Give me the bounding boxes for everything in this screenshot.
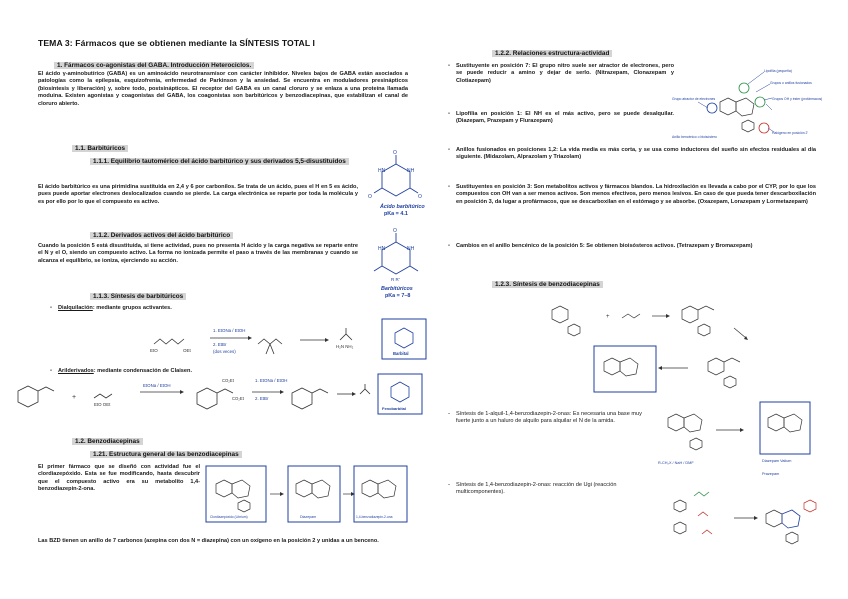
claisen-reaction <box>12 372 426 422</box>
document-title: TEMA 3: Fármacos que se obtienen mediante la SÍNTESIS TOTAL I <box>38 38 316 48</box>
alkylation-scheme <box>656 400 826 480</box>
bzd-label-1: Clordiazepóxido (Librium) <box>210 515 248 519</box>
bzd-structures <box>204 464 409 528</box>
svg-text:R R': R R' <box>391 277 400 282</box>
sar-label-2: Grupos o anillos fusionados <box>770 81 812 85</box>
estructura-paragraph: El primer fármaco que se diseñó con actividad fue el clordiazepóxido. Esta se fue modificando, hasta descubrir que el compuesto activo era su metabolito 1,4-benzodiazepin-2-ona. <box>38 464 200 493</box>
svg-text:HN: HN <box>378 168 386 174</box>
heading-sintesis-bzd: 1.2.3. Síntesis de benzodiacepinas <box>492 281 603 288</box>
sar-item-2: - Lipofilia en posición 1: El NH es el más activo, pero se puede desalquilar. (Diazepam, Prazepam y Flurazepam) <box>448 111 674 125</box>
rx1-step1: 1. EtONa / EtOH <box>213 328 246 333</box>
rx2-step1: EtONa / EtOH <box>143 383 171 388</box>
sar-item-4: - Sustituyentes en posición 3: Son metabolitos activos y fármacos blandos. La hidroxilación es llevada a cabo por el CYP, por lo que los compuestos con OH van a ser menos activos. Son menos efectivos, pero menos lesivos. En caso de que pueda tener descarboxilación en posición 3, da lugar a profármacos, que se descarboxilan en el estómago y se absorbe. (Oxazepam, Lorazepam y Lormetazepam) <box>448 184 816 205</box>
svg-text:O: O <box>418 194 422 200</box>
sar-item-1: - Sustituyente en posición 7: El grupo nitro suele ser atractor de electrones, pero se puede reducir a amino y dejar de serlo. (Nitrazepam, Clonazepam y Clotiazepam) <box>448 63 674 84</box>
sar-item-5: - Cambios en el anillo bencénico de la posición 5: Se obtienen bioisósteros activos. (Tetrazepam y Bromazepam) <box>448 243 753 249</box>
barbiturates-structure <box>366 228 426 300</box>
svg-text:+: + <box>72 394 77 401</box>
bzd-synthesis-scheme <box>540 292 770 398</box>
dialquilacion-reaction <box>150 316 430 364</box>
svg-text:HN: HN <box>378 246 386 252</box>
sar-diagram <box>672 62 822 148</box>
sar-label-6: Halógeno en posición 2' <box>772 131 809 135</box>
rx2-product-label: Fenobarbital <box>382 406 407 411</box>
heading-benzodiacepinas: 1.2. Benzodiacepinas <box>72 438 143 445</box>
sar-label-4: Grupo atractor de electrones <box>672 97 716 101</box>
barbiturates-label: Barbitúricos <box>381 286 413 292</box>
bzd-structure-paragraph: Las BZD tienen un anillo de 7 carbonos (azepina con dos N = diazepina) con un oxígeno en la posición 2 y unidas a un benceno. <box>38 538 379 544</box>
heading-derivados: 1.1.2. Derivados activos del ácido barbitúrico <box>90 232 233 239</box>
heading-barbituricos: 1.1. Barbitúricos <box>72 145 128 152</box>
barbituric-acid-structure <box>366 150 426 220</box>
gaba-paragraph: El ácido γ-aminobutírico (GABA) es un aminoácido neurotransmisor con carácter inhibidor. Niveles bajos de GABA están asociados a patologías como la epilepsia, esquizofrenia, enfermedad de Parkinson y la ansiedad. Se encuentra en moduladores presinápticos (biosíntesis y liberación) y, sobre todo, postsinápticos. El receptor del GABA es un canal cloruro y se enlaza a una proteína llamada moduina. Existen agonistas y coagonistas del GABA, los coagonistas son barbitúricos y benzodiacepinas, que estabilizan el canal de cloruro abierto. <box>38 71 408 107</box>
svg-text:EtO: EtO <box>150 348 158 353</box>
bzd-label-3: 1,4-benzodiazepin-2-ona <box>356 515 393 519</box>
alkylation-product: Prazepam <box>762 472 780 476</box>
rx1-step2: 2. EtBr <box>213 342 227 347</box>
svg-text:NH: NH <box>407 168 415 174</box>
synthesis-1-item: - Síntesis de 1-alquil-1,4-benzodiazepin-2-onas: Es necesaria una base muy fuerte junto a un haluro de alquilo para alquilar el N de la amida. <box>448 411 642 425</box>
alkylation-box-label: Diazepam Valium <box>762 459 792 463</box>
svg-text:O: O <box>393 150 397 156</box>
heading-relaciones: 1.2.2. Relaciones estructura-actividad <box>492 50 612 57</box>
heading-sintesis-barbituricos: 1.1.3. Síntesis de barbitúricos <box>90 293 186 300</box>
heading-gaba: 1. Fármacos co-agonistas del GABA. Introducción Heterociclos. <box>54 62 254 69</box>
svg-text:H₂N NH₂: H₂N NH₂ <box>336 344 354 349</box>
derivados-paragraph: Cuando la posición 5 está disustituida, si tiene actividad, pues no presenta H ácido y la carga negativa se reparte entre el N y el O, siendo un compuesto activo. La forma no ionizada permite el paso a través de las membranas y cuando se alcanza el equilibrio, se ioniza, ejerciendo su acción. <box>38 243 358 264</box>
sar-label-1: Lipofilia (pequeña) <box>764 69 792 73</box>
barbituric-label: Ácido barbitúrico <box>380 204 425 210</box>
svg-text:O: O <box>393 228 397 234</box>
svg-text:O: O <box>368 194 372 200</box>
svg-text:EtO OEt: EtO OEt <box>94 402 111 407</box>
sar-label-5: Anillo bencénico o bioisóstero <box>672 135 717 139</box>
barbituric-pka: pKa = 4.1 <box>384 211 408 217</box>
equilibrio-paragraph: El ácido barbitúrico es una pirimidina sustituida en 2,4 y 6 por carbonilos. Se trata de un ácido, pues el H en 5 es ácido, pues puede aportar electrones deslocalizados cuando se pierde. La carga electrónica se reparte por toda la molécula y es por ello por lo que el compuesto es activo. <box>38 184 358 205</box>
bzd-label-2: Diazepam <box>300 515 317 519</box>
rx2b-step2: 2. EtBr <box>255 396 269 401</box>
synthesis-2-item: - Síntesis de 1,4-benzodiazepin-2-onas: reacción de Ugi (reacción multicomponentes). <box>448 482 617 496</box>
svg-text:CO₂Et: CO₂Et <box>232 396 244 401</box>
arilderivados-item: - Arilderivados: mediante condensación de Claisen. <box>50 368 192 374</box>
dialquilacion-item: - Dialquilación: mediante grupos activantes. <box>50 305 172 311</box>
sar-label-3: Grupos OH y éster (profármacos) <box>772 97 822 101</box>
barbiturates-pka: pKa = 7–8 <box>385 293 411 299</box>
alkylation-reagents: R-CH₂X / NaH / DMF <box>658 461 694 465</box>
ugi-scheme <box>664 486 828 548</box>
rx1-product-label: Barbital <box>393 351 409 356</box>
sar-item-3: - Anillos fusionados en posiciones 1,2: La vida media es más corta, y se usa como inductores del sueño sin efectos residuales al día siguiente. (Midazolam, Alprazolam y Triazolam) <box>448 147 816 161</box>
svg-text:+: + <box>606 314 610 320</box>
svg-text:NH: NH <box>407 246 415 252</box>
rx2b-step1: 1. EtONa / EtOH <box>255 378 288 383</box>
svg-text:OEt: OEt <box>183 348 191 353</box>
svg-text:CO₂Et: CO₂Et <box>222 378 234 383</box>
heading-equilibrio: 1.1.1. Equilibrio tautomérico del ácido barbitúrico y sus derivados 5,5-disustituidos <box>90 157 365 166</box>
heading-estructura-bzd: 1.21. Estructura general de las benzodiacepinas <box>90 451 242 458</box>
rx1-step3: (dos veces) <box>213 349 236 354</box>
